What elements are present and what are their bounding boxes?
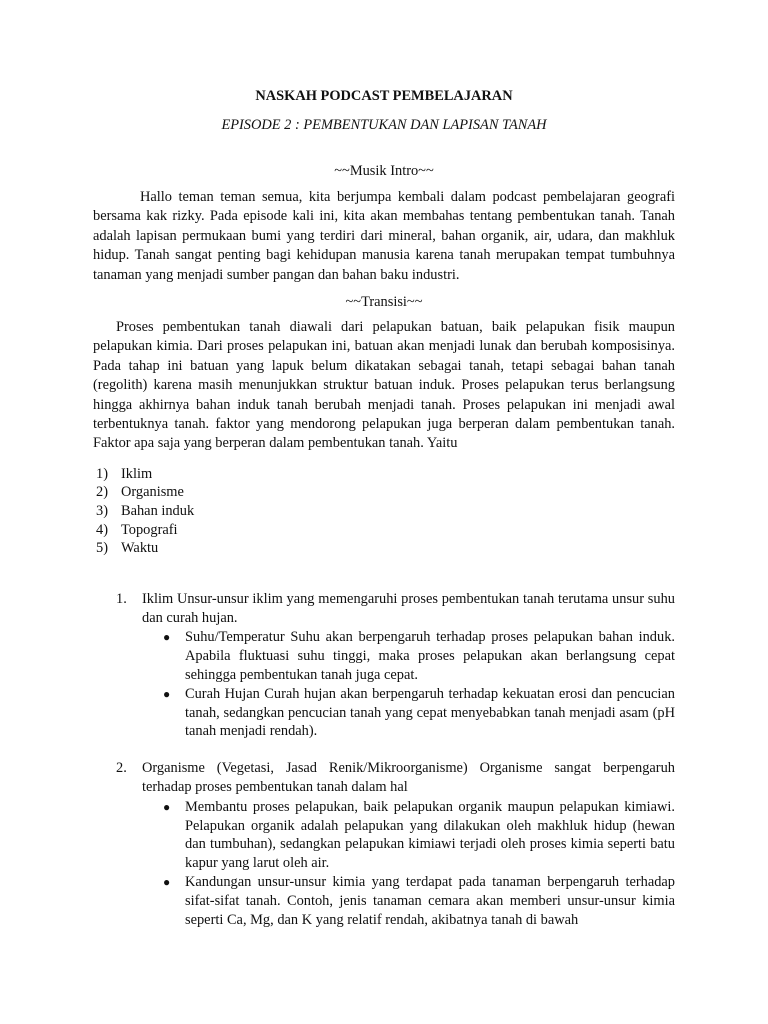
list-item-number: 3) [96,503,108,520]
section-heading [93,590,675,628]
bullet-icon: ● [163,686,171,701]
document-title: NASKAH PODCAST PEMBELAJARAN [255,88,513,104]
bullet-item [163,685,675,741]
list-item-label: Bahan induk [121,503,195,520]
section-heading [93,759,675,797]
intro-paragraph: Hallo teman teman semua, kita berjumpa kembali dalam podcast pembelajaran geografi bersama kak rizky. Pada episode kali ini, kita akan membahas tentang pembentukan tanah. Tanah adalah lapisan permukaan bumi yang terdiri dari mineral, bahan organik, air, udara, dan makhluk hidup. Tanah sangat penting bagi kehidupan manusia karena tanah merupakan tempat tumbuhnya tanaman yang menjadi sumber pangan dan bahan baku industri. [93,189,675,283]
section-organisme [93,759,675,929]
episode-subtitle: EPISODE 2 : PEMBENTUKAN DAN LAPISAN TANAH [221,117,547,133]
bullet-item [163,873,675,929]
bullet-text: Suhu/Temperatur Suhu akan berpengaruh terhadap proses pelapukan bahan induk. Apabila fluktuasi suhu tinggi, maka proses pelapukan akan berlangsung cepat sehingga pembentukan tanah juga cepat. [185,629,675,684]
list-item [93,465,675,484]
bullet-text: Curah Hujan Curah hujan akan berpengaruh terhadap kekuatan erosi dan pencucian tanah, sedangkan pencucian tanah yang cepat menyebabkan tanah menjadi asam (pH tanah menjadi rendah). [185,685,675,740]
list-item [93,483,675,502]
list-item-label: Waktu [121,540,159,557]
bullet-item [163,628,675,684]
list-item-label: Topografi [121,521,178,538]
list-item [93,502,675,521]
list-item-number: 5) [96,540,108,557]
list-item [93,539,675,558]
cue-musik-intro: ~~Musik Intro~~ [334,163,434,179]
section-number: 2. [116,760,127,777]
section-heading-text: Iklim Unsur-unsur iklim yang memengaruhi proses pembentukan tanah terutama unsur suhu dan curah hujan. [142,590,675,626]
factor-list [93,465,675,558]
bullet-list [93,798,675,930]
bullet-text: Membantu proses pelapukan, baik pelapukan organik maupun pelapukan kimiawi. Pelapukan organik adalah pelapukan yang dilakukan oleh makhluk hidup (hewan dan tumbuhan), sedangkan pelapukan kimiawi terjadi oleh proses kimia seperti batu kapur yang larut oleh air. [185,798,675,872]
process-paragraph: Proses pembentukan tanah diawali dari pelapukan batuan, baik pelapukan fisik maupun pelapukan kimia. Dari proses pelapukan ini, batuan akan menjadi lunak dan berubah komposisinya. Pada tahap ini batuan yang lapuk belum dikatakan sebagai tanah, tetapi sebagai bahan tanah (regolith) karena masih menunjukkan struktur batuan induk. Proses pelapukan terus berlangsung hingga akhirnya bahan induk tanah berubah menjadi tanah. Proses pelapukan ini menjadi awal terbentuknya tanah. faktor yang mendorong pelapukan juga berperan dalam pembentukan tanah. Faktor apa saja yang berperan dalam pembentukan tanah. Yaitu [93,319,675,452]
section-heading-text: Organisme (Vegetasi, Jasad Renik/Mikroorganisme) Organisme sangat berpengaruh terhadap proses pembentukan tanah dalam hal [142,760,675,796]
section-iklim [93,590,675,741]
list-item-number: 2) [96,484,108,501]
section-number: 1. [116,590,127,607]
bullet-list [93,628,675,741]
bullet-icon: ● [163,875,171,889]
bullet-item [163,798,675,873]
list-item-number: 4) [96,521,108,538]
cue-transisi: ~~Transisi~~ [345,294,423,311]
list-item-label: Organisme [121,484,184,501]
bullet-icon: ● [163,630,171,645]
list-item [93,521,675,540]
document-page [93,86,675,929]
list-item-label: Iklim [121,465,153,482]
list-item-number: 1) [96,465,108,482]
bullet-icon: ● [163,799,171,814]
bullet-text: Kandungan unsur-unsur kimia yang terdapat pada tanaman berpengaruh terhadap sifat-sifat tanah. Contoh, jenis tanaman cemara akan memberi unsur-unsur kimia seperti Ca, Mg, dan K yang relatif rendah, akibatnya tanah di bawah [185,874,675,928]
